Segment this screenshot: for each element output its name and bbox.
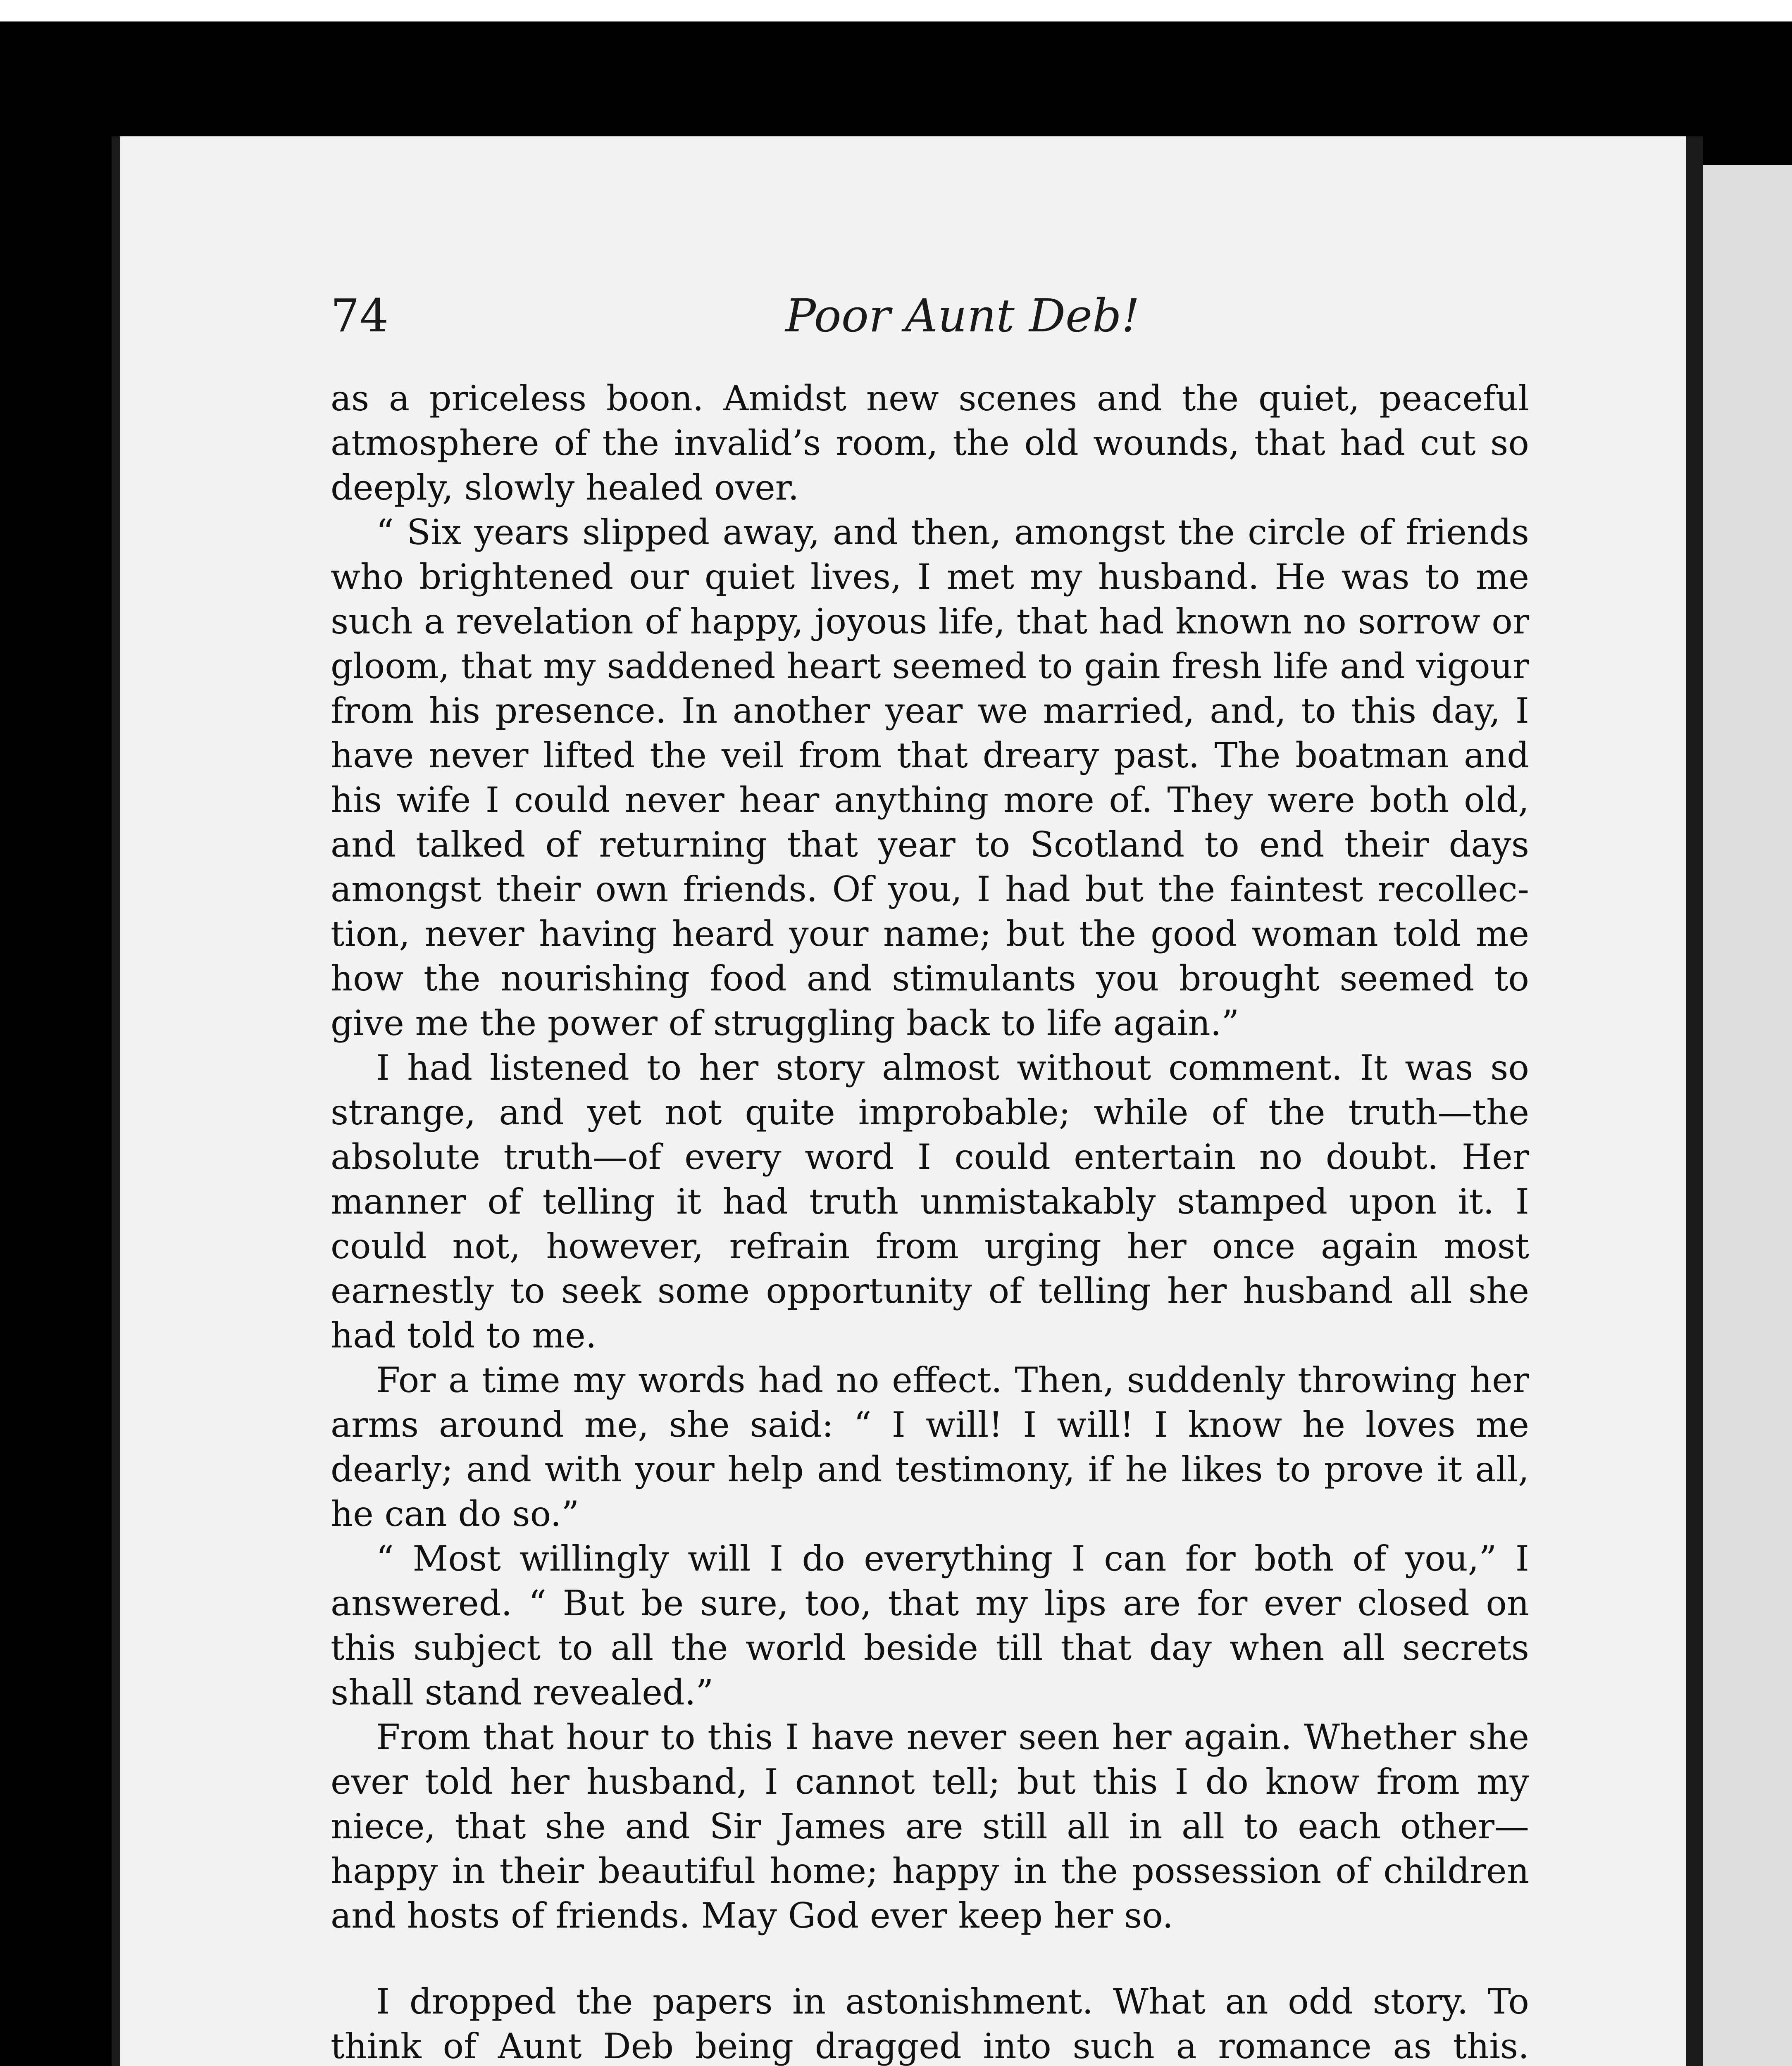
adjacent-page-edge [1689,165,1792,2066]
paragraph: “ Most willingly will I do everything I can for both of you,” I answered. “ But be sure, too, that my lips are for ever closed on this subject to all the world beside till that day when all secrets shall stand revealed.” [331,1538,1529,1713]
paragraph: From that hour to this I have never seen her again. Whether she ever told her husband, I cannot tell; but this I do know from my niece, that she and Sir James are still all in all to each other—happy in their beautiful home; happy in the possession of children and hosts of friends. May God ever keep her so. [331,1717,1529,1936]
paragraph: I had listened to her story almost without comment. It was so strange, and yet not quite improbable; while of the truth—the absolute truth—of every word I could entertain no doubt. Her manner of telling it had truth unmistakably stamped upon it. I could not, however, refrain from urging her once again most earnestly to seek some opportunity of telling her husband all she had told to me. [331,1047,1529,1356]
page-header [331,289,1529,355]
paragraph: I dropped the papers in astonishment. What an odd story. To think of Aunt Deb being dragged into such a romance as this. [331,1981,1529,2066]
page-number: 74 [331,289,388,342]
running-title: Poor Aunt Deb! [785,289,1140,342]
paragraph: “ Six years slipped away, and then, amongst the circle of friends who brightened our quiet lives, I met my husband. He was to me such a revelation of happy, joyous life, that had known no sorrow or gloom, that my saddened heart seemed to gain fresh life and vigour from his presence. In another year we married, and, to this day, I have never lifted the veil from that dreary past. The boatman and his wife I could never hear anything more of. They were both old, and talked of returning that year to Scotland to end their days amongst their own friends. Of you, I had but the faintest recollec-tion, never having heard your name; but the good woman told me how the nourishing food and stimulants you brought seemed to give me the power of struggling back to life again.” [331,512,1529,1043]
page-text [331,376,1529,2066]
top-page-edge [0,0,1792,21]
paragraph: For a time my words had no effect. Then, suddenly throwing her arms around me, she said: “ I will! I will! I know he loves me dearly; and with your help and testimony, if he likes to prove it all, he can do so.” [331,1360,1529,1534]
paragraph: as a priceless boon. Amidst new scenes and the quiet, peaceful atmosphere of the invalid’s room, the old wounds, that had cut so deeply, slowly healed over. [331,378,1529,508]
